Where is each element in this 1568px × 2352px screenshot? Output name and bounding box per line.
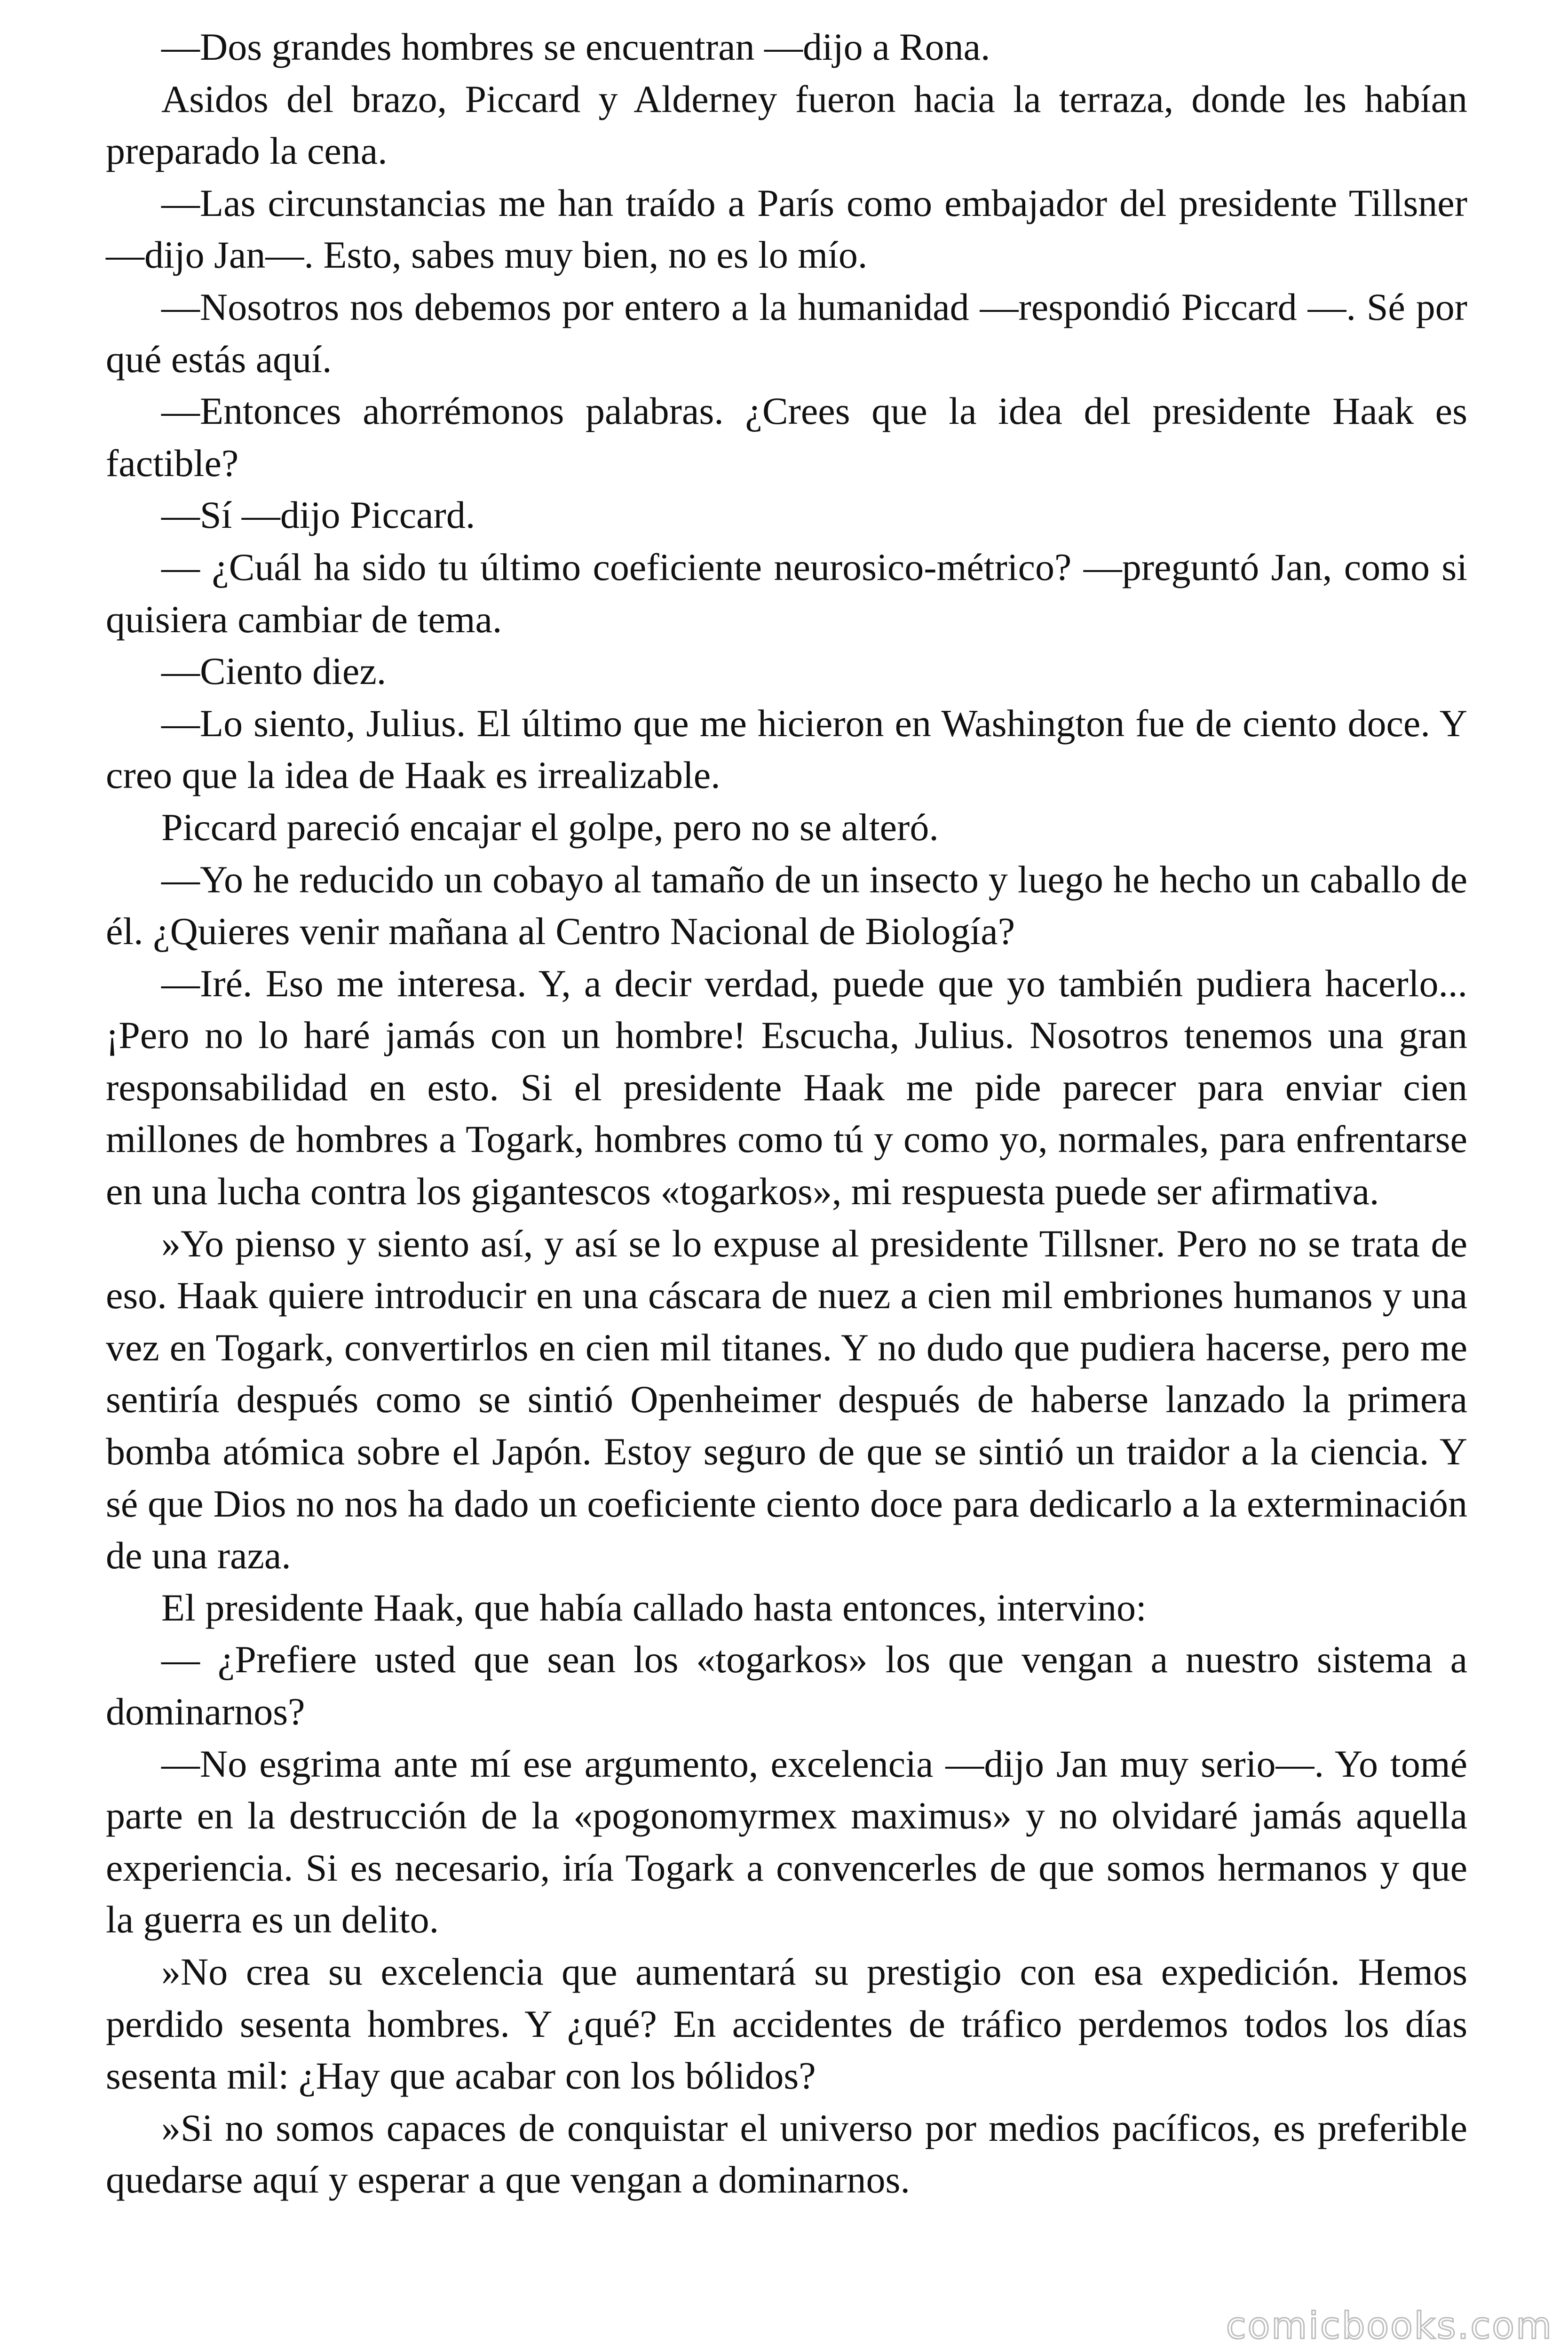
paragraph: »No crea su excelencia que aumentará su prestigio con esa expedición. Hemos perdido sesenta hombres. Y ¿qué? En accidentes de tráfico perdemos todos los días sesenta mil: ¿Hay que acabar con los bólidos? [106, 1950, 1467, 2098]
paragraph: —Las circunstancias me han traído a París como embajador del presidente Tillsner —dijo Jan—. Esto, sabes muy bien, no es lo mío. [106, 181, 1467, 277]
paragraph: »Si no somos capaces de conquistar el universo por medios pacíficos, es preferible quedarse aquí y esperar a que vengan a dominarnos. [106, 2106, 1467, 2201]
paragraph: — ¿Cuál ha sido tu último coeficiente neurosico-métrico? —preguntó Jan, como si quisiera cambiar de tema. [106, 545, 1467, 641]
paragraph: El presidente Haak, que había callado hasta entonces, intervino: [161, 1586, 1147, 1629]
paragraph: —Yo he reducido un cobayo al tamaño de un insecto y luego he hecho un caballo de él. ¿Quieres venir mañana al Centro Nacional de Biología? [106, 858, 1467, 953]
paragraph: —Lo siento, Julius. El último que me hicieron en Washington fue de ciento doce. Y creo que la idea de Haak es irrealizable. [106, 701, 1467, 797]
paragraph: —Iré. Eso me interesa. Y, a decir verdad, puede que yo también pudiera hacerlo... ¡Pero no lo haré jamás con un hombre! Escucha, Julius. Nosotros tenemos una gran responsabilidad en esto. Si el presidente Haak me pide parecer para enviar cien millones de hombres a Togark, hombres como tú y como yo, normales, para enfrentarse en una lucha contra los gigantescos «togarkos», mi respuesta puede ser afirmativa. [106, 961, 1467, 1213]
book-page-text [106, 21, 1467, 2206]
paragraph: — ¿Prefiere usted que sean los «togarkos» los que vengan a nuestro sistema a dominarnos? [106, 1638, 1467, 1733]
paragraph: »Yo pienso y siento así, y así se lo expuse al presidente Tillsner. Pero no se trata de eso. Haak quiere introducir en una cáscara de nuez a cien mil embriones humanos y una vez en Togark, convertirlos en cien mil titanes. Y no dudo que pudiera hacerse, pero me sentiría después como se sintió Openheimer después de haberse lanzado la primera bomba atómica sobre el Japón. Estoy seguro de que se sintió un traidor a la ciencia. Y sé que Dios no nos ha dado un coeficiente ciento doce para dedicarlo a la exterminación de una raza. [106, 1222, 1467, 1577]
paragraph: —Entonces ahorrémonos palabras. ¿Crees que la idea del presidente Haak es factible? [106, 389, 1467, 485]
paragraph: —Dos grandes hombres se encuentran —dijo a Rona. [161, 25, 990, 68]
paragraph: —Sí —dijo Piccard. [161, 493, 475, 537]
site-watermark: comicbooks.com [1226, 2305, 1553, 2347]
paragraph: Piccard pareció encajar el golpe, pero no se alteró. [161, 805, 939, 849]
paragraph: —Ciento diez. [161, 650, 387, 693]
paragraph: —No esgrima ante mí ese argumento, excelencia —dijo Jan muy serio—. Yo tomé parte en la destrucción de la «pogonomyrmex maximus» y no olvidaré jamás aquella experiencia. Si es necesario, iría Togark a convencerles de que somos hermanos y que la guerra es un delito. [106, 1742, 1467, 1941]
paragraph: —Nosotros nos debemos por entero a la humanidad —respondió Piccard —. Sé por qué estás aquí. [106, 285, 1467, 381]
paragraph: Asidos del brazo, Piccard y Alderney fueron hacia la terraza, donde les habían preparado la cena. [106, 77, 1467, 173]
